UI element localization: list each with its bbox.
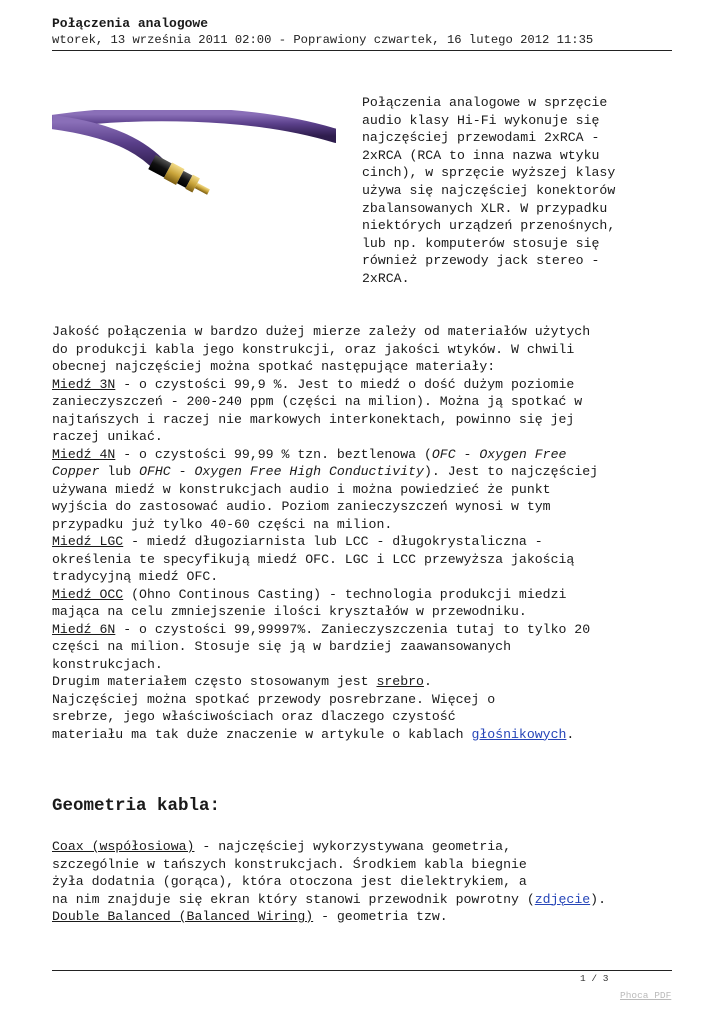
text-run: szczególnie w tańszych konstrukcjach. Środkiem kabla biegnie	[52, 856, 527, 872]
copper-3n-term: Miedź 3N	[52, 376, 116, 392]
page-title: Połączenia analogowe	[52, 16, 209, 31]
header-divider	[52, 50, 672, 51]
double-balanced-term: Double Balanced (Balanced Wiring)	[52, 909, 314, 924]
text-run: zanieczyszczeń - 200-240 ppm (części na milion). Można ją spotkać w	[52, 394, 583, 409]
text-run: raczej unikać.	[52, 429, 163, 444]
text-run: mająca na celu zmniejszenie ilości kryształów w przewodniku.	[52, 604, 527, 619]
text-run: - o czystości 99,99 % tzn. beztlenowa (	[115, 446, 432, 462]
geometry-heading: Geometria kabla:	[52, 796, 221, 816]
text-run: 2xRCA.	[362, 270, 410, 286]
copper-4n-term: Miedź 4N	[52, 446, 116, 462]
text-run: zbalansowanych XLR. W przypadku	[362, 200, 608, 216]
text-run: OFHC - Oxygen Free High Conductivity	[139, 464, 424, 479]
text-run: określenia te specyfikują miedź OFC. LGC i LCC przewyższa jakością	[52, 551, 575, 567]
text-run: obecnej najczęściej można spotkać następujące materiały:	[52, 359, 496, 374]
phoca-pdf-link[interactable]: Phoca PDF	[620, 990, 672, 1001]
text-run: - o czystości 99,9 %. Jest to miedź o dość dużym poziomie	[115, 376, 575, 392]
copper-lgc-term: Miedź LGC	[52, 534, 124, 549]
text-run: - geometria tzw.	[313, 909, 448, 924]
copper-occ-term: Miedź OCC	[52, 586, 124, 602]
text-run: .	[566, 726, 575, 742]
text-run: Drugim materiałem często stosowanym jest	[52, 674, 377, 689]
text-run: tradycyjną miedź OFC.	[52, 569, 219, 584]
date-line: wtorek, 13 września 2011 02:00 - Poprawiony czwartek, 16 lutego 2012 11:35	[52, 33, 594, 47]
text-run: również przewody jack stereo -	[362, 253, 600, 269]
text-run: srebrze, jego właściwościach oraz dlaczego czystość	[52, 709, 456, 724]
page-counter: 1 / 3	[580, 973, 609, 984]
text-run: żyła dodatnia (gorąca), która otoczona jest dielektrykiem, a	[52, 874, 527, 889]
geometry-section	[52, 838, 672, 926]
rca-cable-image	[52, 110, 336, 218]
text-run: ).	[590, 891, 606, 907]
text-run: przypadku już tylko 40-60 części na milion.	[52, 516, 393, 532]
text-run: ). Jest to najczęściej	[423, 464, 599, 479]
text-run: Najczęściej można spotkać przewody posrebrzane. Więcej o	[52, 691, 496, 707]
footer-divider	[52, 970, 672, 971]
text-run: .	[423, 674, 432, 689]
text-run: Połączenia analogowe w sprzęcie	[362, 95, 608, 110]
coax-term: Coax (współosiowa)	[52, 839, 195, 854]
text-run: do produkcji kabla jego konstrukcji, oraz jakości wtyków. W chwili	[52, 341, 575, 357]
text-run: cinch), w sprzęcie wyższej klasy	[362, 165, 616, 181]
text-run: najtańszych i raczej nie markowych interkonektach, powinno się jej	[52, 411, 575, 427]
intro-paragraph	[362, 94, 662, 288]
text-run: najczęściej przewodami 2xRCA -	[362, 130, 600, 146]
text-run: audio klasy Hi-Fi wykonuje się	[362, 112, 600, 128]
text-run: OFC - Oxygen Free	[431, 446, 567, 462]
text-run: - miedź długoziarnista lub LCC - długokrystaliczna -	[123, 534, 543, 549]
text-run: - najczęściej wykorzystywana geometria,	[194, 839, 512, 854]
text-run: Jakość połączenia w bardzo dużej mierze zależy od materiałów użytych	[52, 324, 591, 339]
text-run: lub	[99, 464, 140, 479]
text-run: - o czystości 99,99997%. Zanieczyszczenia tutaj to tylko 20	[115, 621, 591, 637]
text-run: części na milion. Stosuje się ją w bardziej zaawansowanych	[52, 639, 511, 654]
text-run: lub np. komputerów stosuje się	[362, 235, 600, 251]
text-run: Copper	[52, 464, 100, 479]
copper-6n-term: Miedź 6N	[52, 621, 116, 637]
text-run: konstrukcjach.	[52, 656, 163, 672]
text-run: niektórych urządzeń przenośnych,	[362, 218, 616, 234]
text-run: używana miedź w konstrukcjach audio i można powiedzieć że punkt	[52, 481, 551, 497]
text-run: wyjścia do zastosować audio. Poziom zanieczyszczeń wynosi w tym	[52, 499, 551, 514]
coax-photo-link[interactable]: zdjęcie	[534, 891, 591, 907]
materials-section	[52, 323, 667, 743]
silver-term: srebro	[376, 674, 424, 689]
text-run: na nim znajduje się ekran który stanowi przewodnik powrotny (	[52, 891, 535, 907]
text-run: 2xRCA (RCA to inna nazwa wtyku	[362, 147, 600, 163]
text-run: używa się najczęściej konektorów	[362, 182, 616, 198]
text-run: (Ohno Continous Casting) - technologia produkcji miedzi	[123, 586, 567, 602]
text-run: materiału ma tak duże znaczenie w artykule o kablach	[52, 726, 472, 742]
speaker-cables-link[interactable]: głośnikowych	[471, 726, 567, 742]
